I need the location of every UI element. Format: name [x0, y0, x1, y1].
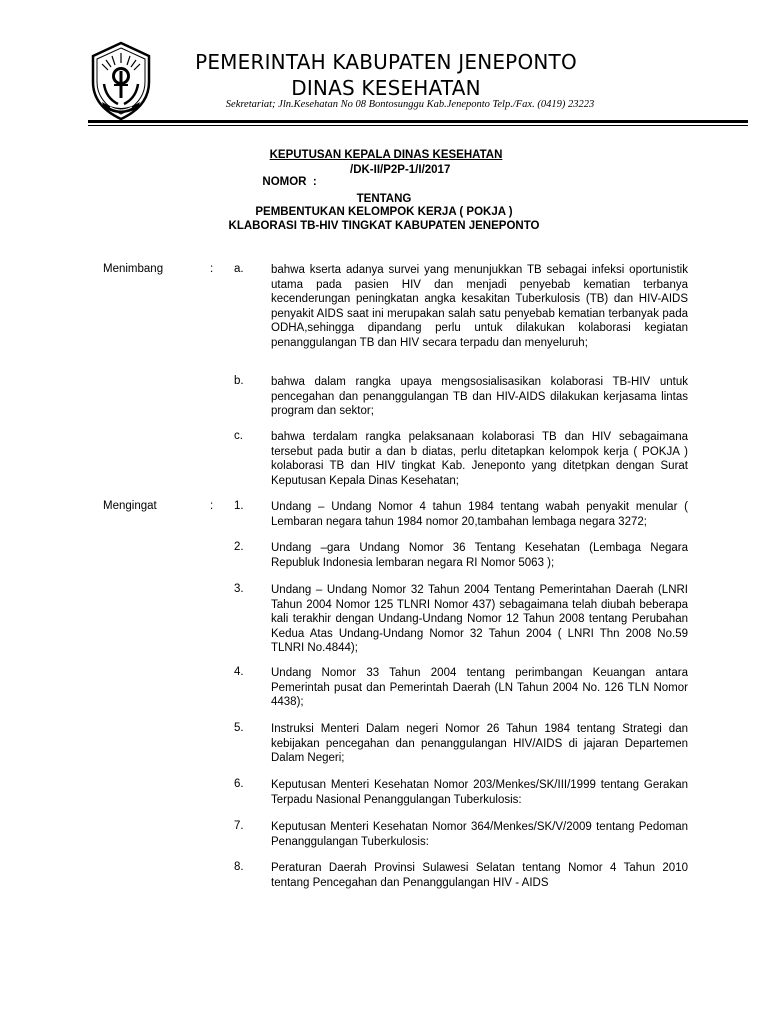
government-title: PEMERINTAH KABUPATEN JENEPONTO [195, 50, 577, 74]
letterhead-divider-thin [88, 125, 748, 126]
decision-title: KEPUTUSAN KEPALA DINAS KESEHATAN [269, 149, 503, 161]
list-item: Undang Nomor 33 Tahun 2004 tentang perimbangan Keuangan antara Pemerintah pusat dan Pemerintah Daerah (LN Tahun 2004 No. 126 TLN Nomor 4438); [271, 667, 688, 709]
list-item: Keputusan Menteri Kesehatan Nomor 364/Menkes/SK/V/2009 tentang Pedoman Penanggulangan Tuberkulosis: [271, 821, 688, 848]
list-item-marker: 7. [234, 820, 244, 832]
decision-subject-line2: KLABORASI TB-HIV TINGKAT KABUPATEN JENEPONTO [228, 220, 540, 232]
menimbang-colon: : [210, 263, 214, 275]
list-item: Undang – Undang Nomor 32 Tahun 2004 Tentang Pemerintahan Daerah (LNRI Tahun 2004 Nomor 125 TLNRI Nomor 437) sebagaimana telah diubah beberapa kali terakhir dengan Undang-Undang Nomor 12 Tahun 2008 tentang Perubahan Kedua Atas Undang-Undang Nomor 32 Tahun 2004 ( LNRI Thn 2008 No.59 TLNRI No.4844); [271, 584, 688, 655]
tentang-heading: TENTANG [356, 193, 412, 205]
mengingat-colon: : [210, 500, 214, 512]
list-item: Keputusan Menteri Kesehatan Nomor 203/Menkes/SK/III/1999 tentang Gerakan Terpadu Nasional Penanggulangan Tuberkulosis: [271, 779, 688, 806]
decision-number-label: NOMOR : [262, 176, 317, 188]
list-item: Undang – Undang Nomor 4 tahun 1984 tentang wabah penyakit menular ( Lembaran negara tahun 1984 nomor 20,tambahan lembaga negara 3272; [271, 501, 688, 528]
list-item: Peraturan Daerah Provinsi Sulawesi Selatan tentang Nomor 4 Tahun 2010 tentang Pencegahan dan Penanggulangan HIV - AIDS [271, 862, 688, 889]
list-item: Undang –gara Undang Nomor 36 Tentang Kesehatan (Lembaga Negara Republuk Indonesia lembaran negara RI Nomor 5063 ); [271, 542, 688, 569]
list-item-marker: b. [234, 375, 244, 387]
list-item-marker: 4. [234, 666, 244, 678]
list-item: bahwa kserta adanya survei yang menunjukkan TB sebagai infeksi oportunistik utama pada pasien HIV dan menjadi penyebab kematian terbanya kecenderungan peningkatan angka kesakitan Tuberkulosis (TB) dan HIV-AIDS penyakit AIDS saat ini merupakan salah satu penyebab kematian terbanyak pada ODHA,sehingga dipandang perlu untuk dilakukan kolaborasi kegiatan penanggulangan TB dan HIV secara terpadu dan menyeluruh; [271, 264, 688, 349]
list-item: bahwa dalam rangka upaya mengsosialisasikan kolaborasi TB-HIV untuk pencegahan dan penanggulangan TB dan HIV-AIDS dilakukan kerjasama lintas program dan sektor; [271, 376, 688, 418]
office-address: Sekretariat; Jln.Kesehatan No 08 Bontosunggu Kab.Jeneponto Telp./Fax. (0419) 23223 [225, 99, 595, 110]
list-item-marker: 5. [234, 722, 244, 734]
menimbang-label: Menimbang [103, 263, 164, 275]
list-item: bahwa terdalam rangka pelaksanaan kolaborasi TB dan HIV sebagaimana tersebut pada butir a dan b diatas, perlu ditetapkan kelompok kerja ( POKJA ) kolaborasi TB dan HIV tingkat Kab. Jeneponto yang ditetpkan dengan Surat Keputusan Kepala Dinas Kesehatan; [271, 431, 688, 487]
decision-subject-line1: PEMBENTUKAN KELOMPOK KERJA ( POKJA ) [255, 206, 513, 218]
list-item-marker: 1. [234, 500, 244, 512]
decision-number-value: /DK-II/P2P-1/I/2017 [350, 164, 451, 176]
mengingat-label: Mengingat [103, 500, 157, 512]
list-item-marker: 3. [234, 583, 244, 595]
list-item: Instruksi Menteri Dalam negeri Nomor 26 Tahun 1984 tentang Strategi dan kebijakan pencegahan dan penanggulangan HIV/AIDS di jajaran Departemen Dalam Negeri; [271, 723, 688, 765]
department-title: DINAS KESEHATAN [291, 76, 481, 100]
list-item-marker: 2. [234, 541, 244, 553]
list-item-marker: c. [234, 430, 243, 442]
list-item-marker: 6. [234, 778, 244, 790]
letterhead-divider-thick [88, 120, 748, 123]
list-item-marker: a. [234, 263, 244, 275]
list-item-marker: 8. [234, 861, 244, 873]
